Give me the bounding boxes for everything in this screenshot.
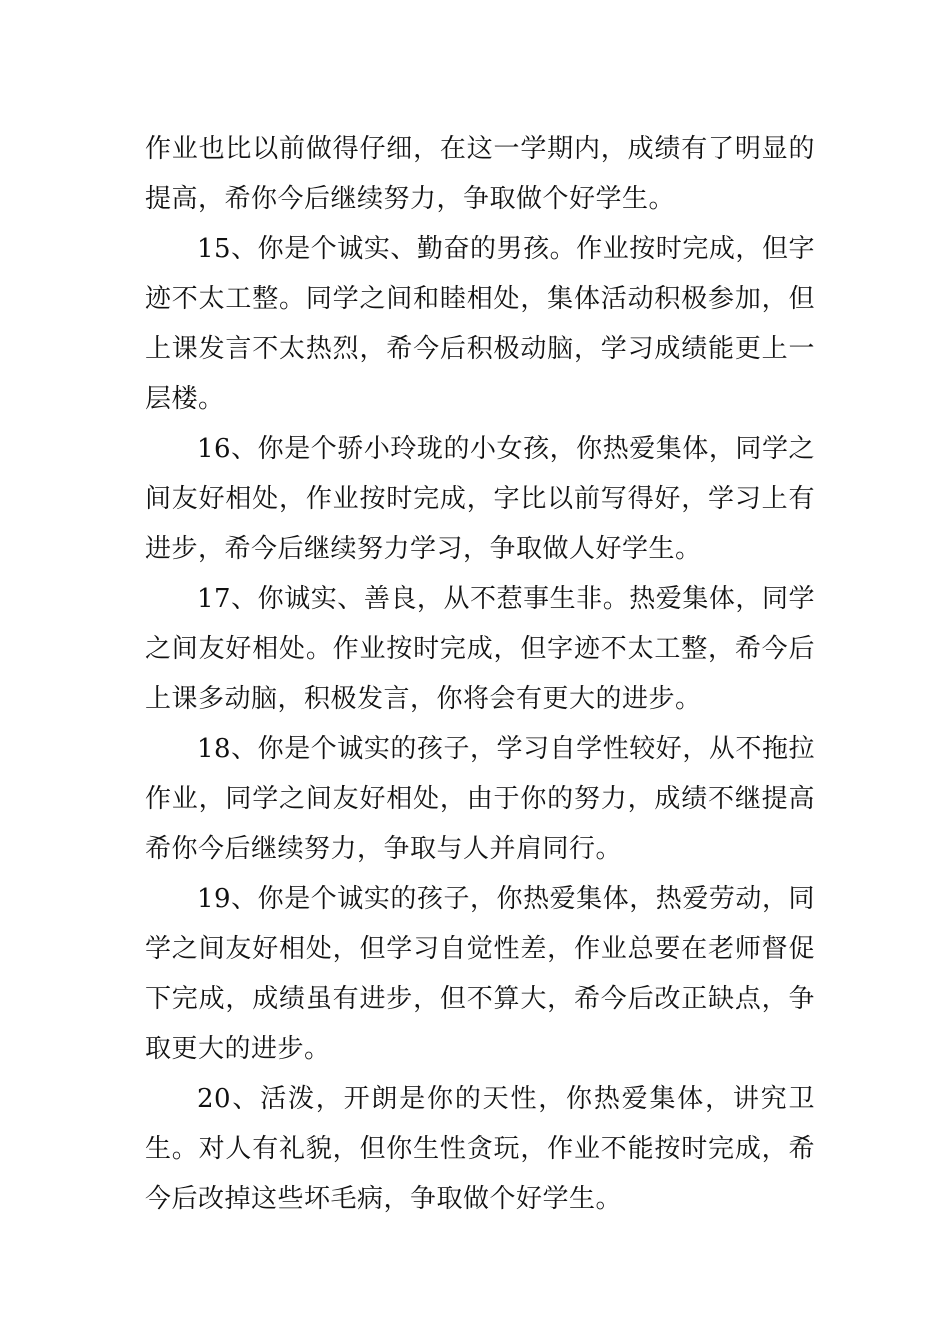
document-body <box>145 124 815 1224</box>
paragraph-comment-19: 19、你是个诚实的孩子，你热爱集体，热爱劳动，同学之间友好相处，但学习自觉性差，作业总要在老师督促下完成，成绩虽有进步，但不算大，希今后改正缺点，争取更大的进步。 <box>145 884 815 1064</box>
paragraph-comment-15: 15、你是个诚实、勤奋的男孩。作业按时完成，但字迹不太工整。同学之间和睦相处，集体活动积极参加，但上课发言不太热烈，希今后积极动脑，学习成绩能更上一层楼。 <box>145 234 815 414</box>
paragraph-comment-17: 17、你诚实、善良，从不惹事生非。热爱集体，同学之间友好相处。作业按时完成，但字迹不太工整，希今后上课多动脑，积极发言，你将会有更大的进步。 <box>145 584 815 714</box>
paragraph-continuation: 作业也比以前做得仔细，在这一学期内，成绩有了明显的提高，希你今后继续努力，争取做个好学生。 <box>145 134 815 214</box>
paragraph-comment-20: 20、活泼，开朗是你的天性，你热爱集体，讲究卫生。对人有礼貌，但你生性贪玩，作业不能按时完成，希今后改掉这些坏毛病，争取做个好学生。 <box>145 1084 815 1214</box>
paragraph-comment-18: 18、你是个诚实的孩子，学习自学性较好，从不拖拉作业，同学之间友好相处，由于你的努力，成绩不继提高希你今后继续努力，争取与人并肩同行。 <box>145 734 815 864</box>
paragraph-comment-16: 16、你是个骄小玲珑的小女孩，你热爱集体，同学之间友好相处，作业按时完成，字比以前写得好，学习上有进步，希今后继续努力学习，争取做人好学生。 <box>145 434 815 564</box>
